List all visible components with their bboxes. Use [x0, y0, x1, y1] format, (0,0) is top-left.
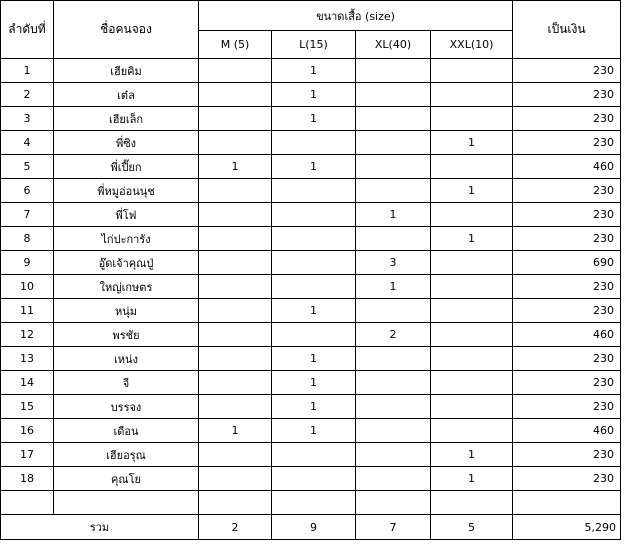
- cell-size-xxl: [431, 299, 513, 323]
- cell-amount: 460: [513, 323, 621, 347]
- cell-name: เฮียคิม: [54, 59, 199, 83]
- cell-size-l: [272, 251, 356, 275]
- cell-size-l: [272, 275, 356, 299]
- cell-amount: 230: [513, 59, 621, 83]
- blank-cell: [1, 491, 54, 515]
- table-row: [1, 179, 621, 203]
- table-row: [1, 323, 621, 347]
- cell-size-l: [272, 203, 356, 227]
- cell-size-xl: [356, 419, 431, 443]
- cell-size-xl: [356, 299, 431, 323]
- cell-amount: 230: [513, 275, 621, 299]
- cell-size-xxl: [431, 203, 513, 227]
- cell-name: พี่ซิง: [54, 131, 199, 155]
- cell-name: เต๋ล: [54, 83, 199, 107]
- cell-name: ไก่ปะการัง: [54, 227, 199, 251]
- header-size-l: L(15): [272, 31, 356, 59]
- cell-size-xl: [356, 179, 431, 203]
- cell-no: 3: [1, 107, 54, 131]
- cell-size-l: 1: [272, 59, 356, 83]
- cell-amount: 230: [513, 131, 621, 155]
- cell-no: 11: [1, 299, 54, 323]
- cell-size-l: [272, 323, 356, 347]
- cell-no: 1: [1, 59, 54, 83]
- cell-no: 7: [1, 203, 54, 227]
- cell-size-xl: 2: [356, 323, 431, 347]
- cell-size-m: [199, 323, 272, 347]
- cell-size-l: 1: [272, 155, 356, 179]
- cell-size-xxl: [431, 59, 513, 83]
- total-row: [1, 515, 621, 540]
- cell-no: 13: [1, 347, 54, 371]
- cell-no: 16: [1, 419, 54, 443]
- cell-size-m: [199, 467, 272, 491]
- cell-size-xxl: [431, 371, 513, 395]
- total-l: 9: [272, 515, 356, 540]
- cell-size-xxl: [431, 419, 513, 443]
- table-row: [1, 443, 621, 467]
- cell-no: 18: [1, 467, 54, 491]
- blank-row: [1, 491, 621, 515]
- cell-size-xl: [356, 227, 431, 251]
- cell-size-l: 1: [272, 371, 356, 395]
- cell-size-m: [199, 107, 272, 131]
- total-m: 2: [199, 515, 272, 540]
- table-row: [1, 155, 621, 179]
- cell-amount: 230: [513, 83, 621, 107]
- cell-size-m: [199, 131, 272, 155]
- blank-cell: [272, 491, 356, 515]
- cell-name: คุณโย: [54, 467, 199, 491]
- cell-name: ใหญ่เกษตร: [54, 275, 199, 299]
- blank-cell: [513, 491, 621, 515]
- blank-cell: [199, 491, 272, 515]
- cell-amount: 230: [513, 371, 621, 395]
- total-amount: 5,290: [513, 515, 621, 540]
- cell-size-xl: [356, 107, 431, 131]
- table-row: [1, 419, 621, 443]
- cell-size-m: [199, 299, 272, 323]
- cell-amount: 460: [513, 155, 621, 179]
- cell-amount: 230: [513, 299, 621, 323]
- cell-size-m: [199, 203, 272, 227]
- cell-size-xl: 3: [356, 251, 431, 275]
- cell-amount: 460: [513, 419, 621, 443]
- cell-size-l: [272, 131, 356, 155]
- cell-amount: 230: [513, 467, 621, 491]
- cell-size-xxl: [431, 275, 513, 299]
- table-row: [1, 59, 621, 83]
- cell-amount: 230: [513, 227, 621, 251]
- header-name: ชื่อคนจอง: [54, 1, 199, 59]
- cell-amount: 230: [513, 347, 621, 371]
- cell-size-xl: [356, 395, 431, 419]
- blank-cell: [431, 491, 513, 515]
- cell-size-xxl: 1: [431, 227, 513, 251]
- cell-size-m: [199, 83, 272, 107]
- cell-size-l: 1: [272, 83, 356, 107]
- cell-name: เฮียเล็ก: [54, 107, 199, 131]
- cell-size-l: 1: [272, 107, 356, 131]
- cell-size-xxl: 1: [431, 179, 513, 203]
- table-row: [1, 83, 621, 107]
- header-size-m: M (5): [199, 31, 272, 59]
- cell-size-xl: [356, 371, 431, 395]
- cell-size-l: [272, 467, 356, 491]
- table-row: [1, 299, 621, 323]
- cell-size-xxl: [431, 395, 513, 419]
- header-size-xl: XL(40): [356, 31, 431, 59]
- cell-no: 8: [1, 227, 54, 251]
- cell-size-xl: [356, 59, 431, 83]
- cell-size-m: [199, 347, 272, 371]
- cell-no: 14: [1, 371, 54, 395]
- cell-amount: 230: [513, 203, 621, 227]
- table-row: [1, 395, 621, 419]
- table-row: [1, 203, 621, 227]
- cell-size-xl: 1: [356, 275, 431, 299]
- cell-size-l: [272, 179, 356, 203]
- cell-name: บรรจง: [54, 395, 199, 419]
- cell-size-m: [199, 275, 272, 299]
- cell-size-xl: 1: [356, 203, 431, 227]
- cell-no: 12: [1, 323, 54, 347]
- cell-size-xxl: [431, 107, 513, 131]
- cell-size-xl: [356, 467, 431, 491]
- cell-no: 10: [1, 275, 54, 299]
- cell-size-l: [272, 443, 356, 467]
- cell-name: พรชัย: [54, 323, 199, 347]
- total-xxl: 5: [431, 515, 513, 540]
- blank-cell: [54, 491, 199, 515]
- cell-no: 2: [1, 83, 54, 107]
- cell-size-l: 1: [272, 347, 356, 371]
- cell-name: เหน่ง: [54, 347, 199, 371]
- header-size-xxl: XXL(10): [431, 31, 513, 59]
- cell-size-xxl: [431, 83, 513, 107]
- cell-size-xxl: [431, 323, 513, 347]
- cell-size-xxl: [431, 347, 513, 371]
- cell-size-l: 1: [272, 299, 356, 323]
- cell-size-l: 1: [272, 395, 356, 419]
- cell-size-m: [199, 371, 272, 395]
- cell-size-xl: [356, 83, 431, 107]
- blank-cell: [356, 491, 431, 515]
- cell-size-xxl: [431, 155, 513, 179]
- cell-name: หนุ่ม: [54, 299, 199, 323]
- cell-no: 6: [1, 179, 54, 203]
- cell-no: 15: [1, 395, 54, 419]
- cell-size-m: [199, 179, 272, 203]
- header-size-group: ขนาดเสื้อ (size): [199, 1, 513, 31]
- cell-name: พี่เปี๊ยก: [54, 155, 199, 179]
- cell-size-xl: [356, 443, 431, 467]
- cell-name: เดือน: [54, 419, 199, 443]
- cell-no: 9: [1, 251, 54, 275]
- cell-name: พี่หมูอ่อนนุช: [54, 179, 199, 203]
- total-label: รวม: [1, 515, 199, 540]
- cell-size-xxl: [431, 251, 513, 275]
- cell-amount: 230: [513, 395, 621, 419]
- cell-amount: 230: [513, 107, 621, 131]
- cell-size-m: [199, 251, 272, 275]
- cell-no: 4: [1, 131, 54, 155]
- cell-name: เฮียอรุณ: [54, 443, 199, 467]
- cell-amount: 230: [513, 443, 621, 467]
- table-row: [1, 131, 621, 155]
- cell-amount: 690: [513, 251, 621, 275]
- table-row: [1, 251, 621, 275]
- cell-size-m: [199, 443, 272, 467]
- cell-size-xxl: 1: [431, 131, 513, 155]
- cell-name: พี่โฟ: [54, 203, 199, 227]
- cell-size-xxl: 1: [431, 467, 513, 491]
- table-row: [1, 227, 621, 251]
- total-xl: 7: [356, 515, 431, 540]
- cell-size-m: [199, 227, 272, 251]
- table-row: [1, 371, 621, 395]
- cell-size-m: 1: [199, 155, 272, 179]
- header-no: ลำดับที่: [1, 1, 54, 59]
- table-row: [1, 467, 621, 491]
- cell-size-xl: [356, 131, 431, 155]
- cell-name: อู๊ดเจ้าคุณปู่: [54, 251, 199, 275]
- cell-name: จี: [54, 371, 199, 395]
- table-row: [1, 107, 621, 131]
- header-amount: เป็นเงิน: [513, 1, 621, 59]
- table-row: [1, 275, 621, 299]
- cell-size-m: [199, 59, 272, 83]
- cell-no: 17: [1, 443, 54, 467]
- cell-no: 5: [1, 155, 54, 179]
- cell-amount: 230: [513, 179, 621, 203]
- cell-size-l: [272, 227, 356, 251]
- cell-size-m: [199, 395, 272, 419]
- cell-size-xl: [356, 347, 431, 371]
- table-row: [1, 347, 621, 371]
- cell-size-xxl: 1: [431, 443, 513, 467]
- cell-size-m: 1: [199, 419, 272, 443]
- cell-size-xl: [356, 155, 431, 179]
- cell-size-l: 1: [272, 419, 356, 443]
- table-body: [1, 59, 621, 491]
